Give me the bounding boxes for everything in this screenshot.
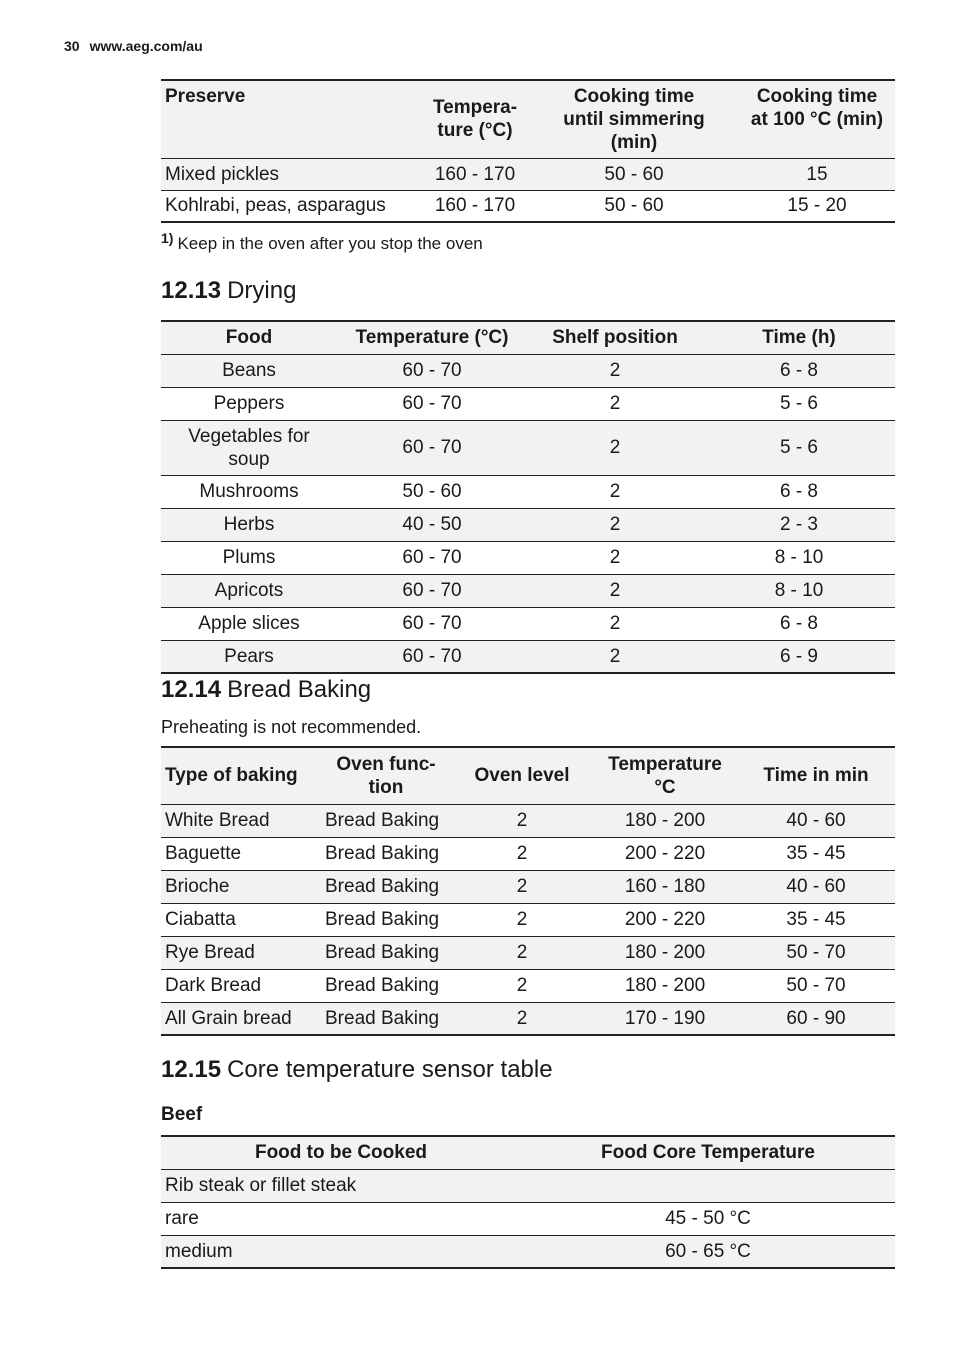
footnote <box>161 230 483 254</box>
header-type-of-baking: Type of baking <box>161 747 321 804</box>
cell-food: Rib steak or fillet steak <box>165 1175 357 1196</box>
cell-temperature: 40 - 50 <box>402 514 462 535</box>
cell-food: rare <box>165 1208 199 1229</box>
cell-time: 50 - 70 <box>786 975 846 996</box>
cell-level: 2 <box>516 975 528 996</box>
cell-food: Peppers <box>213 393 285 414</box>
cell-temperature: 50 - 60 <box>402 481 462 502</box>
cell-temperature: 200 - 220 <box>624 843 706 864</box>
cell-function: Bread Baking <box>325 843 440 864</box>
cell-temperature: 180 - 200 <box>624 810 706 831</box>
cell-food: Apple slices <box>198 613 300 634</box>
cell-core-temp: 45 - 50 °C <box>665 1208 751 1229</box>
header-oven-level: Oven level <box>451 747 593 804</box>
cell-time: 60 - 90 <box>786 1007 846 1029</box>
cell-function: Bread Baking <box>325 942 440 963</box>
cell-temperature: 60 - 70 <box>402 613 462 634</box>
cell-temperature: 60 - 70 <box>402 393 462 414</box>
section-title: Core temperature sensor table <box>227 1056 553 1083</box>
header-temperature: Tempera- ture (°C) <box>421 80 529 158</box>
cell-shelf: 2 <box>609 481 621 502</box>
cell-simmer-time: 50 - 60 <box>604 163 664 185</box>
cell-shelf: 2 <box>609 360 621 381</box>
table-row <box>161 1202 895 1235</box>
cell-level: 2 <box>516 1007 528 1029</box>
cell-food: Pears <box>224 645 274 667</box>
cell-type: All Grain bread <box>165 1007 292 1029</box>
table-row <box>161 354 895 387</box>
footnote-text: Keep in the oven after you stop the oven <box>177 234 483 253</box>
cell-level: 2 <box>516 843 528 864</box>
cell-type: Dark Bread <box>165 975 262 996</box>
section-title: Bread Baking <box>227 676 372 703</box>
table-row <box>161 837 895 870</box>
cell-temperature: 60 - 70 <box>402 360 462 381</box>
cell-100-time: 15 <box>806 163 828 185</box>
cell-temperature: 170 - 190 <box>624 1007 706 1029</box>
cell-core-temp: 60 - 65 °C <box>665 1240 751 1262</box>
cell-shelf: 2 <box>609 547 621 568</box>
cell-type: White Bread <box>165 810 270 831</box>
table-row <box>161 508 895 541</box>
header-cooking-time-100: Cooking time at 100 °C (min) <box>739 80 895 158</box>
cell-function: Bread Baking <box>325 975 440 996</box>
cell-food: Beans <box>222 360 276 381</box>
cell-temperature: 180 - 200 <box>624 942 706 963</box>
header-shelf-position: Shelf position <box>527 321 703 354</box>
cell-type: Rye Bread <box>165 942 255 963</box>
cell-time: 35 - 45 <box>786 909 846 930</box>
header-temperature: Temperature (°C) <box>337 321 527 354</box>
table-row <box>161 640 895 673</box>
cell-type: Ciabatta <box>165 909 236 930</box>
page-number: 30 <box>64 38 80 54</box>
cell-shelf: 2 <box>609 645 621 667</box>
page-header <box>64 38 203 54</box>
table-row <box>161 607 895 640</box>
cell-food: medium <box>165 1240 233 1262</box>
table-row <box>161 969 895 1002</box>
cell-time: 2 - 3 <box>779 514 819 535</box>
table-row <box>161 541 895 574</box>
cell-shelf: 2 <box>609 514 621 535</box>
cell-preserve: Kohlrabi, peas, asparagus <box>165 195 386 217</box>
table-row <box>161 870 895 903</box>
bread-intro: Preheating is not recommended. <box>161 717 422 737</box>
table-row <box>161 574 895 607</box>
drying-table <box>161 320 895 674</box>
cell-food: Herbs <box>223 514 275 535</box>
section-heading-drying <box>161 277 296 305</box>
header-food-to-be-cooked: Food to be Cooked <box>161 1136 521 1169</box>
cell-shelf: 2 <box>609 393 621 414</box>
table-row <box>161 190 895 222</box>
cell-function: Bread Baking <box>325 909 440 930</box>
cell-time: 6 - 9 <box>779 645 819 667</box>
header-time-in-min: Time in min <box>737 747 895 804</box>
table-row <box>161 420 895 475</box>
section-title: Drying <box>227 277 297 304</box>
cell-time: 8 - 10 <box>774 547 824 568</box>
cell-shelf: 2 <box>609 437 621 458</box>
cell-time: 8 - 10 <box>774 580 824 601</box>
cell-food: Plums <box>222 547 276 568</box>
section-number: 12.14 <box>161 676 222 703</box>
table-row <box>161 387 895 420</box>
cell-function: Bread Baking <box>325 1007 440 1029</box>
section-number: 12.15 <box>161 1056 222 1083</box>
section-number: 12.13 <box>161 277 222 304</box>
cell-level: 2 <box>516 942 528 963</box>
drying-table-header <box>161 321 895 354</box>
cell-temperature: 160 - 170 <box>434 195 516 217</box>
subheading-beef: Beef <box>161 1104 203 1125</box>
cell-type: Baguette <box>165 843 242 864</box>
header-cooking-time-simmering: Cooking time until simmering (min) <box>529 80 739 158</box>
cell-temperature: 60 - 70 <box>402 580 462 601</box>
cell-time: 35 - 45 <box>786 843 846 864</box>
cell-time: 5 - 6 <box>779 437 819 458</box>
cell-food: Apricots <box>214 580 284 601</box>
website-url: www.aeg.com/au <box>89 38 203 54</box>
cell-level: 2 <box>516 810 528 831</box>
cell-time: 50 - 70 <box>786 942 846 963</box>
bread-table <box>161 746 895 1036</box>
cell-time: 6 - 8 <box>779 360 819 381</box>
header-preserve: Preserve <box>161 80 421 158</box>
cell-shelf: 2 <box>609 613 621 634</box>
header-time: Time (h) <box>703 321 895 354</box>
header-food-core-temperature: Food Core Temperature <box>521 1136 895 1169</box>
table-row <box>161 903 895 936</box>
cell-temperature: 60 - 70 <box>402 547 462 568</box>
table-row <box>161 804 895 837</box>
cell-level: 2 <box>516 909 528 930</box>
header-temperature: Temperature °C <box>593 747 737 804</box>
cell-time: 5 - 6 <box>779 393 819 414</box>
core-table-header <box>161 1136 895 1169</box>
preserve-table-header <box>161 80 895 158</box>
bread-table-header <box>161 747 895 804</box>
cell-function: Bread Baking <box>325 810 440 831</box>
header-oven-function: Oven func- tion <box>321 747 451 804</box>
cell-shelf: 2 <box>609 580 621 601</box>
header-food: Food <box>161 321 337 354</box>
cell-core-temp <box>521 1169 895 1202</box>
cell-temperature: 160 - 170 <box>434 163 516 185</box>
section-heading-bread-baking <box>161 676 371 704</box>
table-row <box>161 1002 895 1035</box>
cell-simmer-time: 50 - 60 <box>604 195 664 217</box>
cell-temperature: 60 - 70 <box>402 645 462 667</box>
table-row <box>161 1235 895 1268</box>
cell-preserve: Mixed pickles <box>165 163 280 185</box>
table-row <box>161 1169 895 1202</box>
table-row <box>161 936 895 969</box>
cell-food: Vegetables for soup <box>188 425 310 470</box>
cell-temperature: 160 - 180 <box>624 876 706 897</box>
cell-function: Bread Baking <box>325 876 440 897</box>
cell-temperature: 60 - 70 <box>402 437 462 458</box>
cell-time: 6 - 8 <box>779 613 819 634</box>
cell-100-time: 15 - 20 <box>787 195 847 217</box>
core-temperature-table <box>161 1135 895 1269</box>
footnote-marker: 1) <box>161 230 174 246</box>
section-heading-core-temperature <box>161 1056 553 1084</box>
preserve-table <box>161 79 895 223</box>
cell-temperature: 200 - 220 <box>624 909 706 930</box>
table-row <box>161 475 895 508</box>
cell-time: 40 - 60 <box>786 876 846 897</box>
cell-level: 2 <box>516 876 528 897</box>
cell-time: 40 - 60 <box>786 810 846 831</box>
cell-time: 6 - 8 <box>779 481 819 502</box>
cell-food: Mushrooms <box>199 481 299 502</box>
cell-temperature: 180 - 200 <box>624 975 706 996</box>
table-row <box>161 158 895 190</box>
cell-type: Brioche <box>165 876 230 897</box>
